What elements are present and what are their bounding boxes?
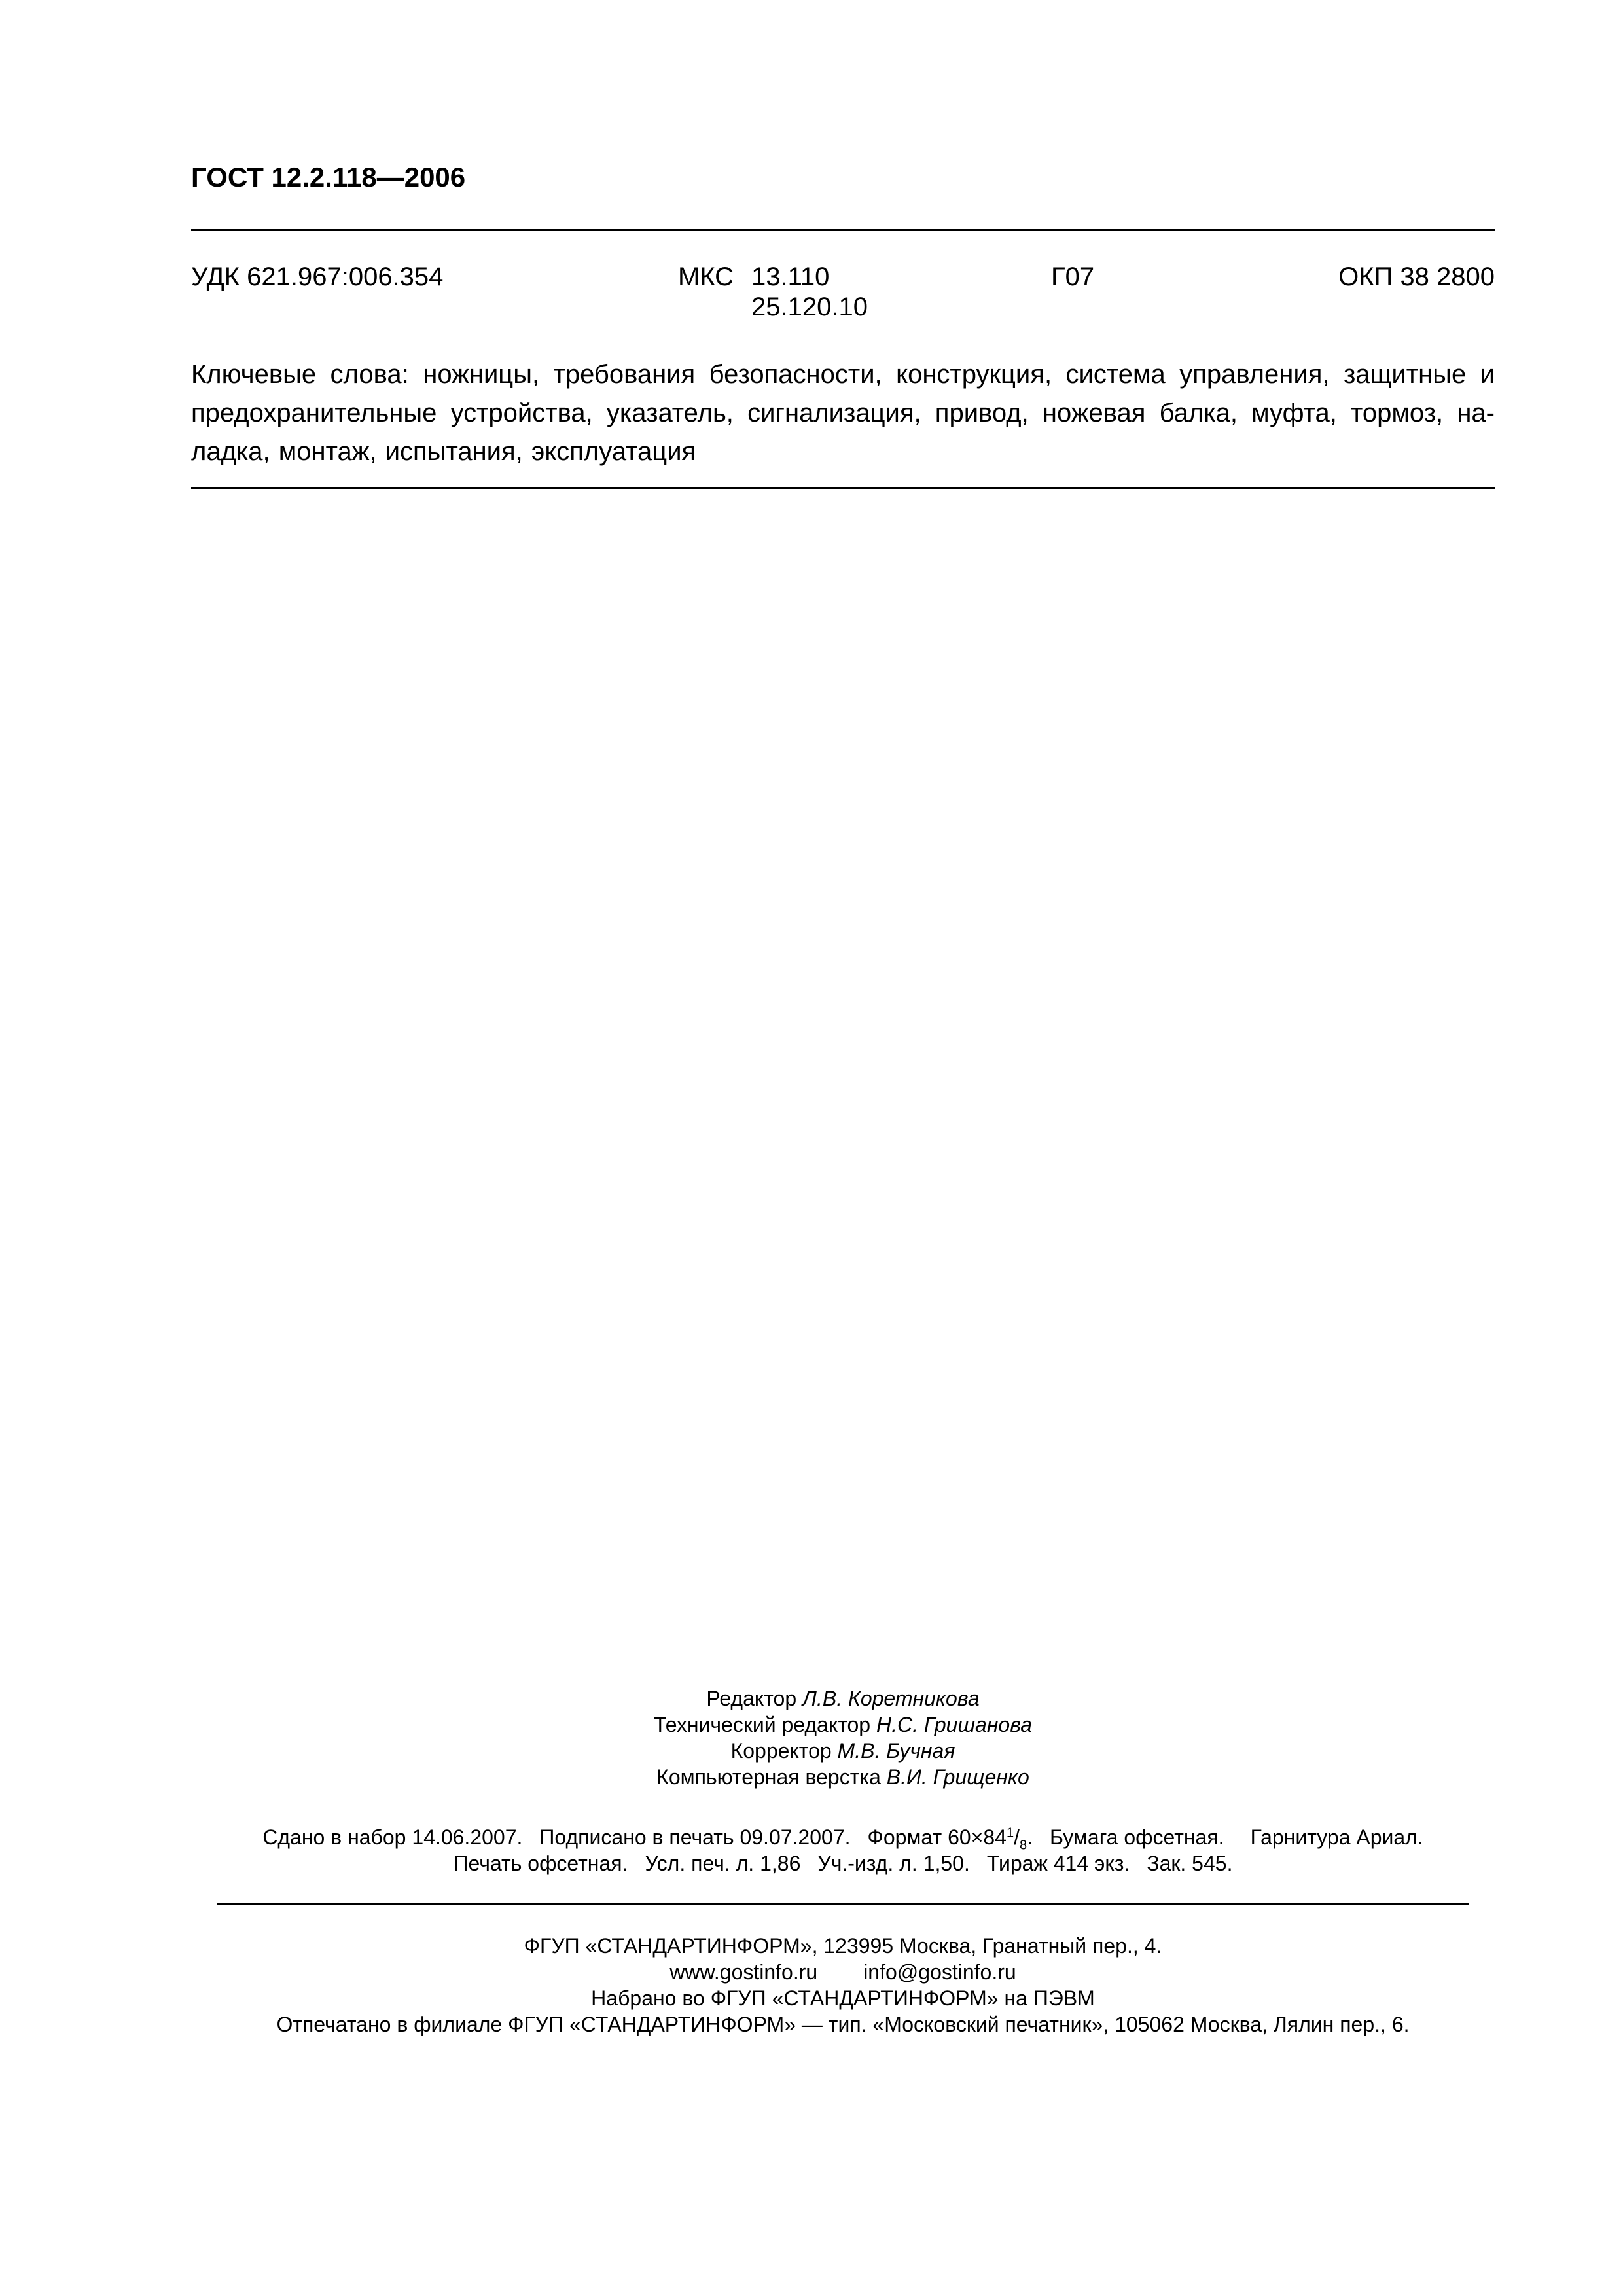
typeface: Гарнитура Ариал. (1250, 1825, 1423, 1849)
credit-role: Технический редактор (653, 1713, 871, 1736)
keywords-divider (191, 487, 1495, 489)
paper-type: Бумага офсетная. (1049, 1825, 1224, 1849)
print-info-line-2 (191, 1850, 1495, 1876)
standard-code: ГОСТ 12.2.118—2006 (191, 162, 466, 192)
mks-value: 13.110 (751, 262, 830, 291)
credit-tech-editor (191, 1712, 1495, 1738)
credit-layout (191, 1764, 1495, 1790)
mks-block (678, 262, 868, 321)
credit-proofreader (191, 1738, 1495, 1764)
format-numerator: 1 (1006, 1825, 1014, 1840)
udk-code: УДК 621.967:006.354 (191, 262, 444, 291)
email-link[interactable]: info@gostinfo.ru (863, 1960, 1016, 1984)
mks-label: МКС (678, 262, 734, 291)
printed-line: Отпечатано в филиале ФГУП «СТАНДАРТИНФОРМ» — тип. «Московский печатник», 105062 Москва, Лялин пер., 6. (276, 2013, 1410, 2036)
signed-date: Подписано в печать 09.07.2007. (539, 1825, 851, 1849)
imprint-divider (217, 1903, 1469, 1905)
credit-role: Корректор (730, 1739, 832, 1763)
format-denominator: 8 (1019, 1838, 1027, 1853)
credit-person: М.В. Бучная (837, 1739, 955, 1763)
mks-values (751, 262, 868, 322)
keywords-line: Ключевые слова: ножницы, требования безопасности, конструкция, система управления, защитные и (191, 360, 1495, 389)
keywords-line: ладка, монтаж, испытания, эксплуатация (191, 437, 696, 466)
imprint-block (191, 1933, 1495, 2037)
format-suffix: . (1027, 1825, 1033, 1849)
keywords-paragraph (191, 355, 1495, 471)
uch-izd: Уч.-изд. л. 1,50. (817, 1852, 970, 1875)
mks-value: 25.120.10 (751, 293, 868, 321)
website-link[interactable]: www.gostinfo.ru (669, 1960, 818, 1984)
tirazh: Тираж 414 экз. (986, 1852, 1130, 1875)
credits-block (191, 1685, 1495, 1790)
submitted-date: Сдано в набор 14.06.2007. (262, 1825, 523, 1849)
credit-person: Н.С. Гришанова (876, 1713, 1033, 1736)
okp-code: ОКП 38 2800 (1338, 262, 1495, 291)
print-type: Печать офсетная. (453, 1852, 628, 1875)
credit-person: В.И. Грищенко (886, 1765, 1029, 1789)
group-code: Г07 (1051, 262, 1095, 291)
top-divider (191, 229, 1495, 231)
format-text: Формат $60\times 84^1/_8$. (867, 1825, 1033, 1853)
format-prefix: Формат 60×84 (867, 1825, 1007, 1849)
credit-editor (191, 1685, 1495, 1712)
print-info-block (191, 1824, 1495, 1876)
usl-pech: Усл. печ. л. 1,86 (645, 1852, 801, 1875)
contacts-line (191, 1959, 1495, 1985)
credit-role: Компьютерная верстка (656, 1765, 881, 1789)
order-number: Зак. 545. (1147, 1852, 1233, 1875)
keywords-line: предохранительные устройства, указатель, сигнализация, привод, ножевая балка, муфта, тормоз, на- (191, 399, 1495, 427)
credit-person: Л.В. Коретникова (802, 1687, 980, 1710)
print-info-line-1 (191, 1824, 1495, 1853)
typeset-line: Набрано во ФГУП «СТАНДАРТИНФОРМ» на ПЭВМ (591, 1986, 1095, 2010)
publisher-address: ФГУП «СТАНДАРТИНФОРМ», 123995 Москва, Гранатный пер., 4. (524, 1934, 1162, 1958)
credit-role: Редактор (706, 1687, 797, 1710)
